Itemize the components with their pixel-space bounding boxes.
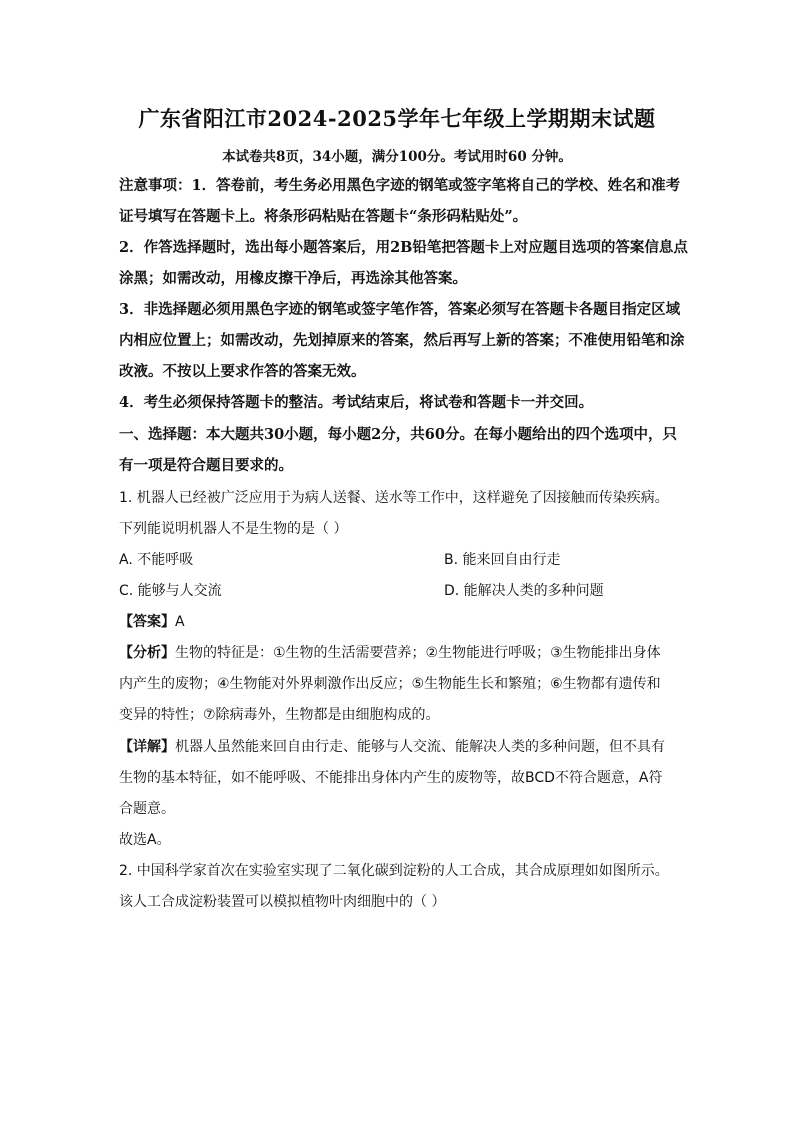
notice-line: 3．非选择题必须用黑色字迹的钢笔或签字笔作答，答案必须写在答题卡各题目指定区域: [119, 301, 681, 318]
notice-line: 2．作答选择题时，选出每小题答案后，用2B铅笔把答题卡上对应题目选项的答案信息点: [119, 239, 688, 256]
analysis-line: [119, 643, 679, 663]
analysis-line: 内产生的废物；④生物能对外界刺激作出反应；⑤生物能生长和繁殖；⑥生物都有遗传和: [119, 676, 661, 692]
notice-line: 4．考生必须保持答题卡的整洁。考试结束后，将试卷和答题卡一并交回。: [119, 394, 594, 411]
notice-line: 内相应位置上；如需改动，先划掉原来的答案，然后再写上新的答案；不准使用铅笔和涂: [119, 332, 685, 349]
option-d: D. 能解决人类的多种问题: [444, 583, 604, 599]
question-stem: 1. 机器人已经被广泛应用于为病人送餐、送水等工作中，这样避免了因接触而传染疾病。: [119, 490, 669, 506]
detail-tag: 【详解】: [119, 739, 175, 755]
question-stem: 2. 中国科学家首次在实验室实现了二氧化碳到淀粉的人工合成，其合成原理如如图所示。: [119, 863, 669, 879]
analysis-line: 变异的特性；⑦除病毒外，生物都是由细胞构成的。: [119, 707, 440, 723]
question-stem: 下列能说明机器人不是生物的是（ ）: [119, 521, 348, 537]
answer-tag: 【答案】: [119, 614, 175, 630]
detail-text: 机器人虽然能来回自由行走、能够与人交流、能解决人类的多种问题，但不具有: [175, 739, 665, 755]
option-a: A. 不能呼吸: [119, 552, 194, 568]
answer-line: [119, 612, 679, 632]
analysis-tag: 【分析】: [119, 645, 175, 661]
answer-value: A: [175, 614, 185, 630]
page-title: 广东省阳江市2024-2025学年七年级上学期期末试题: [138, 106, 656, 131]
detail-line: 合题意。: [119, 801, 175, 817]
detail-line: 生物的基本特征，如不能呼吸、不能排出身体内产生的废物等，故BCD不符合题意，A符: [119, 770, 663, 786]
option-c: C. 能够与人交流: [119, 583, 222, 599]
section-heading: 一、选择题：本大题共30小题，每小题2分，共60分。在每小题给出的四个选项中，只: [119, 426, 677, 443]
question-stem: 该人工合成淀粉装置可以模拟植物叶肉细胞中的（ ）: [119, 894, 446, 910]
conclusion-line: 故选A。: [119, 832, 171, 848]
detail-line: [119, 737, 679, 757]
section-heading: 有一项是符合题目要求的。: [119, 457, 293, 474]
option-b: B. 能来回自由行走: [444, 552, 561, 568]
exam-info: 本试卷共8页，34小题，满分100分。考试用时60 分钟。: [222, 149, 572, 165]
notice-line: 涂黑；如需改动，用橡皮擦干净后，再选涂其他答案。: [119, 270, 467, 287]
notice-line: 证号填写在答题卡上。将条形码粘贴在答题卡“条形码粘贴处”。: [119, 208, 528, 225]
notice-line: 改液。不按以上要求作答的答案无效。: [119, 363, 366, 380]
analysis-text: 生物的特征是：①生物的生活需要营养；②生物能进行呼吸；③生物能排出身体: [175, 645, 661, 661]
notice-line: 注意事项：1．答卷前，考生务必用黑色字迹的钢笔或签字笔将自己的学校、姓名和准考: [119, 177, 681, 194]
